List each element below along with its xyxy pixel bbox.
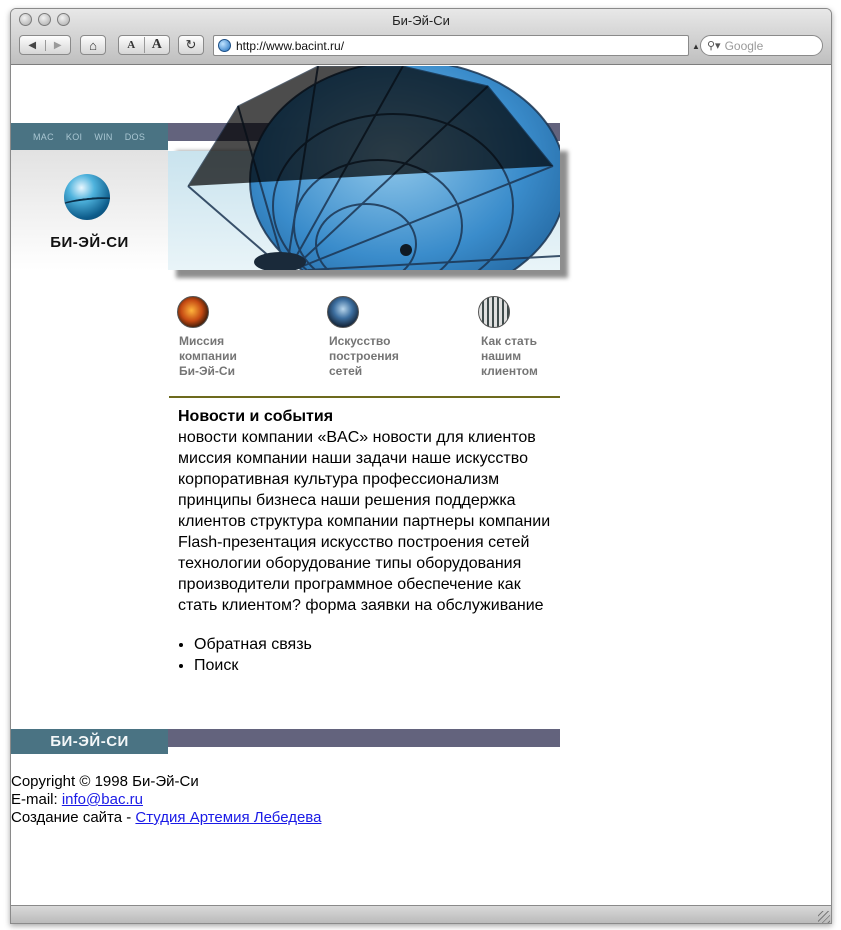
nav-client-line-2[interactable]: нашим (481, 349, 522, 363)
nav-mission-line-2[interactable]: компании (179, 349, 237, 363)
nav-item-mission[interactable] (179, 334, 237, 379)
news-section (178, 408, 560, 676)
logo-globe-icon (64, 174, 110, 220)
encoding-mac-link[interactable]: MAC (33, 131, 54, 142)
url-history-caret-icon[interactable]: ▲ (692, 42, 700, 51)
text-larger-button[interactable]: A (144, 37, 170, 53)
browser-chrome (11, 9, 831, 65)
nav-item-client[interactable] (481, 334, 538, 379)
email-label: E-mail: (11, 791, 62, 808)
studio-link[interactable]: Студия Артемия Лебедева (135, 809, 322, 826)
nav-item-network[interactable] (329, 334, 399, 379)
nav-network-line-3[interactable]: сетей (329, 364, 363, 378)
footer-stripe (168, 729, 560, 747)
extra-links-list (194, 634, 560, 676)
mission-icon[interactable] (177, 296, 209, 328)
nav-mission-line-3[interactable]: Би-Эй-Си (179, 364, 235, 378)
search-link[interactable]: • Поиск (194, 655, 560, 676)
url-text[interactable]: http://www.bacint.ru/ (236, 38, 345, 53)
encoding-switcher (11, 123, 168, 150)
back-button[interactable]: ◀ (28, 39, 37, 51)
resize-grip-icon[interactable] (818, 911, 830, 923)
nav-network-line-2[interactable]: построения (329, 349, 399, 363)
news-title: Новости и события (178, 408, 334, 425)
text-smaller-button[interactable]: A (127, 39, 136, 51)
email-link[interactable]: info@bac.ru (61, 791, 143, 808)
copyright-block (11, 773, 321, 827)
nav-client-line-1[interactable]: Как стать (481, 334, 537, 348)
nav-mission-line-1[interactable]: Миссия (179, 334, 225, 348)
encoding-dos-link[interactable]: DOS (124, 131, 146, 142)
encoding-win-link[interactable]: WIN (94, 131, 113, 142)
client-icon[interactable] (478, 296, 510, 328)
nav-client-line-3[interactable]: клиентом (481, 364, 538, 378)
back-forward-buttons (19, 35, 71, 55)
search-icon[interactable]: ⚲▾ (707, 40, 721, 52)
email-line (11, 791, 321, 809)
divider (169, 396, 560, 398)
satellite-dish-banner (168, 66, 560, 270)
forward-button[interactable]: ▶ (45, 40, 71, 51)
browser-window (10, 8, 832, 924)
footer-logo: БИ-ЭЙ-СИ (11, 729, 168, 754)
copyright-text: Copyright © 1998 Би-Эй-Си (11, 773, 199, 790)
window-title: Би-Эй-Си (392, 13, 450, 28)
site-credit-label: Создание сайта - (11, 809, 136, 826)
home-button[interactable]: ⌂ (80, 35, 106, 55)
status-bar (11, 905, 832, 924)
address-bar[interactable] (213, 35, 689, 56)
news-text[interactable]: новости компании «BAC» новости для клиентов миссия компании наши задачи наше искусство корпоративная культура профессионализм принципы бизнеса наши решения поддержка клиентов структура компании партнеры компании Flash-презентация искусство построения сетей технологии оборудование типы оборудования производители программное обеспечение как стать клиентом? форма заявки на обслуживание (178, 429, 551, 614)
logo-text: БИ-ЭЙ-СИ (50, 234, 129, 251)
search-field[interactable] (700, 35, 823, 56)
text-size-buttons (118, 35, 170, 55)
network-icon[interactable] (327, 296, 359, 328)
globe-icon (218, 39, 231, 52)
feedback-link[interactable]: • Обратная связь (194, 634, 560, 655)
logo[interactable] (11, 150, 168, 270)
site-credit-line (11, 809, 321, 827)
page-content (11, 66, 831, 905)
nav-network-line-1[interactable]: Искусство (329, 334, 391, 348)
search-placeholder: Google (724, 38, 764, 53)
reload-button[interactable]: ↻ (178, 35, 204, 55)
encoding-koi-link[interactable]: KOI (65, 131, 83, 142)
